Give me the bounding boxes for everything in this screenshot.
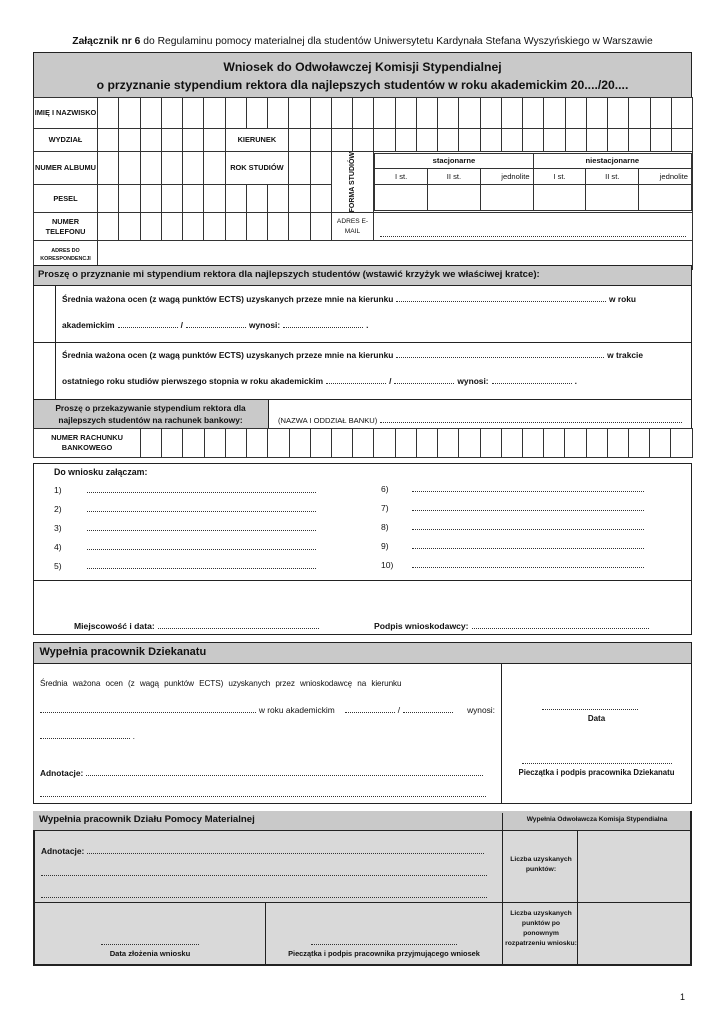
points-after-input[interactable]	[578, 903, 690, 964]
stamp-input[interactable]	[522, 763, 672, 764]
points-label: Liczba uzyskanych punktów:	[510, 856, 572, 873]
place-date-input[interactable]	[158, 628, 319, 629]
account-digit-cell[interactable]	[565, 429, 586, 458]
attachment-number: 10)	[381, 560, 394, 570]
option-2-text-end: w trakcie	[607, 350, 643, 360]
notes-input[interactable]	[86, 775, 483, 776]
name-label: IMIĘ I NAZWISKO	[34, 98, 98, 129]
account-digit-cell[interactable]	[353, 429, 374, 458]
phone-cell[interactable]	[119, 213, 140, 241]
signature-label: Podpis wnioskodawcy:	[374, 621, 469, 631]
option-1: Średnia ważona ocen (z wagą punktów ECTS) uzyskanych przeze mnie na kierunku w roku akademickim / wynosi: .	[33, 286, 692, 343]
aid-section	[33, 811, 692, 966]
album-cell[interactable]	[119, 152, 140, 185]
account-digit-cell[interactable]	[629, 429, 650, 458]
account-digit-cell[interactable]	[183, 429, 204, 458]
attachment-input[interactable]	[87, 530, 316, 531]
faculty-label: WYDZIAŁ	[34, 129, 98, 152]
notes-input[interactable]	[87, 853, 484, 854]
name-cell[interactable]	[119, 98, 140, 129]
name-cell[interactable]	[331, 98, 352, 129]
pesel-cell[interactable]	[119, 185, 140, 213]
album-cell[interactable]	[183, 152, 204, 185]
attachment-input[interactable]	[412, 548, 644, 549]
study-form-checkbox[interactable]	[480, 185, 533, 211]
name-cell[interactable]	[608, 98, 629, 129]
phone-cell[interactable]	[98, 213, 119, 241]
name-cell[interactable]	[246, 98, 267, 129]
average-label: wynosi:	[248, 320, 281, 330]
date-label: Data	[587, 714, 606, 723]
phone-cell[interactable]	[289, 213, 310, 241]
attachment-input[interactable]	[412, 529, 644, 530]
year-from-input[interactable]	[118, 327, 178, 328]
pesel-cell[interactable]	[140, 185, 161, 213]
field-cell[interactable]	[629, 129, 650, 152]
bank-name-label: (NAZWA I ODDZIAŁ BANKU)	[278, 416, 378, 425]
average-label: wynosi:	[457, 376, 489, 386]
name-cell[interactable]	[225, 98, 246, 129]
account-digit-cell[interactable]	[522, 429, 543, 458]
study-form-checkbox[interactable]	[586, 185, 639, 211]
faculty-cell[interactable]	[140, 129, 161, 152]
study-form-label	[331, 152, 374, 213]
phone-cell[interactable]	[140, 213, 161, 241]
level-label: I st.	[375, 169, 428, 185]
field-cell[interactable]	[671, 129, 692, 152]
pesel-cell[interactable]	[246, 185, 267, 213]
name-cell[interactable]	[650, 98, 671, 129]
account-digit-cell[interactable]	[268, 429, 289, 458]
divider	[502, 813, 503, 964]
album-cell[interactable]	[140, 152, 161, 185]
part-time-label: niestacjonarne	[533, 154, 691, 169]
pesel-cell[interactable]	[225, 185, 246, 213]
field-cell[interactable]	[459, 129, 480, 152]
faculty-cell[interactable]	[183, 129, 204, 152]
bank-request-label: Proszę o przekazywanie stypendium rektora dla najlepszych studentów na rachunek bankowy:	[33, 400, 269, 429]
faculty-cell[interactable]	[98, 129, 119, 152]
study-form-checkbox[interactable]	[639, 185, 692, 211]
year-sep: /	[397, 705, 401, 715]
field-cell[interactable]	[416, 129, 437, 152]
account-digit-cell[interactable]	[289, 429, 310, 458]
field-of-study-input[interactable]	[396, 357, 604, 358]
option-1-checkbox[interactable]	[34, 286, 56, 342]
attachment-number: 9)	[381, 541, 389, 551]
account-digit-cell[interactable]	[310, 429, 331, 458]
study-form-checkbox[interactable]	[533, 185, 586, 211]
year-from-input[interactable]	[345, 712, 395, 713]
pesel-cell[interactable]	[268, 185, 289, 213]
phone-cell[interactable]	[268, 213, 289, 241]
signature-input[interactable]	[472, 628, 649, 629]
receiver-stamp-input[interactable]	[311, 944, 457, 945]
pesel-cell[interactable]	[161, 185, 182, 213]
faculty-cell[interactable]	[161, 129, 182, 152]
field-cell[interactable]	[438, 129, 459, 152]
annex-number: Załącznik nr 6	[72, 36, 141, 47]
field-label: KIERUNEK	[225, 129, 289, 152]
year-from-input[interactable]	[326, 383, 386, 384]
attachment-input[interactable]	[412, 491, 644, 492]
pesel-cell[interactable]	[98, 185, 119, 213]
name-cell[interactable]	[459, 98, 480, 129]
name-cell[interactable]	[310, 98, 331, 129]
dean-office-section: Wypełnia pracownik Dziekanatu Średnia ważona ocen (z wagą punktów ECTS) uzyskanych przez wnioskodawcę na kierunku w roku akademickim / wynosi: . Adnotacje: Data Pieczątka i podpis pracownika Dziekanatu	[33, 642, 692, 804]
level-label: II st.	[586, 169, 639, 185]
field-cell[interactable]	[544, 129, 565, 152]
year-cell[interactable]	[310, 152, 331, 185]
attachment-number: 4)	[54, 542, 62, 552]
album-cell[interactable]	[204, 152, 225, 185]
place-date-label: Miejscowość i data:	[74, 621, 155, 631]
phone-cell[interactable]	[310, 213, 331, 241]
name-cell[interactable]	[565, 98, 586, 129]
year-sep: /	[180, 320, 183, 330]
pesel-cell[interactable]	[289, 185, 310, 213]
account-label: NUMER RACHUNKU BANKOWEGO	[34, 429, 141, 458]
name-cell[interactable]	[671, 98, 692, 129]
faculty-cell[interactable]	[204, 129, 225, 152]
name-cell[interactable]	[523, 98, 544, 129]
submit-date-label: Data złożenia wniosku	[109, 949, 191, 958]
account-digit-cell[interactable]	[438, 429, 459, 458]
account-digit-cell[interactable]	[671, 429, 692, 458]
account-digit-cell[interactable]	[501, 429, 522, 458]
points-input[interactable]	[578, 831, 690, 902]
name-cell[interactable]	[183, 98, 204, 129]
option-2-year-label: ostatniego roku studiów pierwszego stopnia w roku akademickim	[62, 376, 324, 386]
field-cell[interactable]	[523, 129, 544, 152]
name-cell[interactable]	[395, 98, 416, 129]
level-label: jednolite	[480, 169, 533, 185]
average-input[interactable]	[492, 383, 572, 384]
bank-row	[33, 400, 692, 429]
account-digit-cell[interactable]	[395, 429, 416, 458]
attachment-number: 3)	[54, 523, 62, 533]
year-to-input[interactable]	[394, 383, 454, 384]
faculty-cell[interactable]	[119, 129, 140, 152]
field-cell[interactable]	[650, 129, 671, 152]
pesel-cell[interactable]	[183, 185, 204, 213]
phone-cell[interactable]	[246, 213, 267, 241]
phone-label: NUMER TELEFONU	[34, 213, 98, 241]
name-cell[interactable]	[289, 98, 310, 129]
form-title	[33, 52, 692, 98]
option-1-text-end: w roku	[609, 294, 636, 304]
request-heading: Proszę o przyznanie mi stypendium rektora dla najlepszych studentów (wstawić krzyżyk we właściwej kratce):	[33, 265, 692, 286]
attachment-number: 8)	[381, 522, 389, 532]
attachment-input[interactable]	[412, 567, 644, 568]
aid-heading: Wypełnia pracownik Działu Pomocy Materialnej	[33, 811, 506, 831]
name-cell[interactable]	[544, 98, 565, 129]
stamp-label: Pieczątka i podpis pracownika Dziekanatu	[518, 768, 675, 777]
account-digit-cell[interactable]	[586, 429, 607, 458]
study-form-text: FORMA STUDIÓW	[349, 152, 356, 213]
field-cell[interactable]	[395, 129, 416, 152]
attachments-box	[33, 463, 692, 635]
year-to-input[interactable]	[186, 327, 246, 328]
account-digit-cell[interactable]	[544, 429, 565, 458]
committee-heading: Wypełnia Odwoławcza Komisja Stypendialna	[504, 811, 690, 831]
level-label: I st.	[533, 169, 586, 185]
study-form-table	[374, 153, 692, 211]
points-after-label: Liczba uzyskanych punktów po ponownym rozpatrzeniu wniosku:	[505, 910, 577, 947]
field-cell[interactable]	[310, 129, 331, 152]
attachment-input[interactable]	[87, 511, 316, 512]
account-digit-cell[interactable]	[607, 429, 628, 458]
level-label: II st.	[428, 169, 481, 185]
personal-data-grid	[33, 97, 693, 270]
name-cell[interactable]	[480, 98, 501, 129]
notes-label: Adnotacje:	[40, 768, 84, 778]
title-line-2: o przyznanie stypendium rektora dla najlepszych studentów w roku akademickim 20..../20....	[96, 78, 629, 92]
email-field[interactable]	[374, 213, 693, 241]
email-label: ADRES E-MAIL	[331, 213, 374, 241]
dean-heading: Wypełnia pracownik Dziekanatu	[33, 642, 692, 664]
name-cell[interactable]	[353, 98, 374, 129]
year-label: ROK STUDIÓW	[225, 152, 289, 185]
phone-cell[interactable]	[183, 213, 204, 241]
account-digit-cell[interactable]	[459, 429, 480, 458]
year-to-input[interactable]	[403, 712, 453, 713]
attachment-number: 1)	[54, 485, 62, 495]
option-1-text: Średnia ważona ocen (z wagą punktów ECTS) uzyskanych przeze mnie na kierunku	[62, 294, 394, 304]
date-input[interactable]	[542, 709, 638, 710]
option-2-checkbox[interactable]	[34, 343, 56, 399]
address-label: ADRES DO KORESPONDENCJI	[34, 241, 98, 270]
account-digit-cell[interactable]	[374, 429, 395, 458]
album-cell[interactable]	[161, 152, 182, 185]
account-digit-cell[interactable]	[480, 429, 501, 458]
phone-cell[interactable]	[204, 213, 225, 241]
average-input[interactable]	[40, 738, 130, 739]
dean-text-1: Średnia ważona ocen (z wagą punktów ECTS) uzyskanych przez wnioskodawcę na kierunku	[40, 679, 402, 688]
name-cell[interactable]	[140, 98, 161, 129]
account-digit-cell[interactable]	[650, 429, 671, 458]
field-cell[interactable]	[374, 129, 395, 152]
page-number: 1	[680, 992, 686, 1002]
full-time-label: stacjonarne	[375, 154, 533, 169]
level-label: jednolite	[639, 169, 692, 185]
notes-input-2[interactable]	[41, 875, 487, 876]
field-cell[interactable]	[586, 129, 607, 152]
submit-date-input[interactable]	[101, 944, 199, 945]
account-digit-cell[interactable]	[416, 429, 437, 458]
phone-cell[interactable]	[225, 213, 246, 241]
field-cell[interactable]	[289, 129, 310, 152]
notes-label: Adnotacje:	[41, 846, 85, 856]
dean-text-2: w roku akademickim	[258, 705, 335, 715]
attachment-input[interactable]	[412, 510, 644, 511]
annex-text: do Regulaminu pomocy materialnej dla studentów Uniwersytetu Kardynała Stefana Wyszyńskiego w Warszawie	[140, 36, 653, 47]
field-of-study-input[interactable]	[396, 301, 606, 302]
divider	[34, 580, 691, 581]
name-cell[interactable]	[374, 98, 395, 129]
account-digit-cell[interactable]	[204, 429, 225, 458]
annex-note	[0, 36, 725, 47]
phone-cell[interactable]	[161, 213, 182, 241]
account-grid	[33, 428, 693, 458]
study-form-checkbox[interactable]	[375, 185, 428, 211]
average-label: wynosi:	[467, 705, 495, 715]
name-cell[interactable]	[161, 98, 182, 129]
field-input[interactable]	[40, 712, 256, 713]
field-cell[interactable]	[353, 129, 374, 152]
attachment-number: 2)	[54, 504, 62, 514]
year-cell[interactable]	[289, 152, 310, 185]
name-cell[interactable]	[438, 98, 459, 129]
attachment-input[interactable]	[87, 492, 316, 493]
attachment-input[interactable]	[87, 568, 316, 569]
name-cell[interactable]	[501, 98, 522, 129]
study-form-options	[374, 152, 693, 213]
study-form-checkbox[interactable]	[428, 185, 481, 211]
field-cell[interactable]	[565, 129, 586, 152]
name-cell[interactable]	[586, 98, 607, 129]
bank-name-input[interactable]	[380, 422, 682, 423]
account-digit-cell[interactable]	[225, 429, 246, 458]
notes-input-2[interactable]	[40, 796, 486, 797]
option-2-text: Średnia ważona ocen (z wagą punktów ECTS) uzyskanych przeze mnie na kierunku	[62, 350, 394, 360]
attachment-number: 5)	[54, 561, 62, 571]
name-cell[interactable]	[629, 98, 650, 129]
option-2: Średnia ważona ocen (z wagą punktów ECTS) uzyskanych przeze mnie na kierunku w trakcie ostatniego roku studiów pierwszego stopnia w roku akademickim / wynosi: .	[33, 343, 692, 400]
field-cell[interactable]	[480, 129, 501, 152]
attachment-number: 6)	[381, 484, 389, 494]
title-line-1: Wniosek do Odwoławczej Komisji Stypendialnej	[223, 60, 502, 74]
option-1-year-label: akademickim	[62, 320, 115, 330]
account-digit-cell[interactable]	[247, 429, 268, 458]
year-sep: /	[389, 376, 392, 386]
field-cell[interactable]	[331, 129, 352, 152]
bank-name-field[interactable]	[278, 416, 685, 425]
attachment-number: 7)	[381, 503, 389, 513]
name-cell[interactable]	[204, 98, 225, 129]
album-label: NUMER ALBUMU	[34, 152, 98, 185]
name-cell[interactable]	[98, 98, 119, 129]
pesel-cell[interactable]	[310, 185, 331, 213]
average-input[interactable]	[283, 327, 363, 328]
attachment-input[interactable]	[87, 549, 316, 550]
pesel-cell[interactable]	[204, 185, 225, 213]
field-cell[interactable]	[501, 129, 522, 152]
divider	[501, 663, 502, 803]
name-cell[interactable]	[416, 98, 437, 129]
album-cell[interactable]	[98, 152, 119, 185]
account-digit-cell[interactable]	[141, 429, 162, 458]
receiver-stamp-label: Pieczątka i podpis pracownika przyjmującego wniosek	[288, 949, 480, 958]
notes-input-3[interactable]	[41, 897, 487, 898]
name-cell[interactable]	[268, 98, 289, 129]
pesel-label: PESEL	[34, 185, 98, 213]
attachments-heading: Do wniosku załączam:	[54, 467, 148, 477]
field-cell[interactable]	[608, 129, 629, 152]
account-digit-cell[interactable]	[331, 429, 352, 458]
account-digit-cell[interactable]	[162, 429, 183, 458]
